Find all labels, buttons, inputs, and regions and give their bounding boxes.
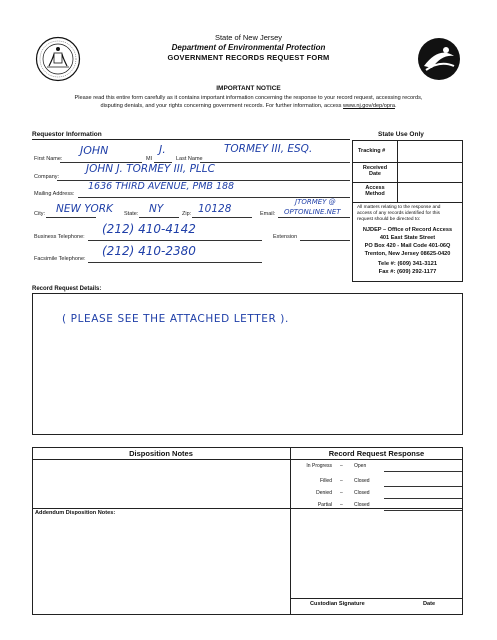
notice-title: IMPORTANT NOTICE xyxy=(216,85,281,92)
city-label: City: xyxy=(34,211,45,217)
office-pobox: PO Box 420 - Mail Code 401-06Q xyxy=(364,243,451,249)
date-label: Date xyxy=(423,601,436,607)
office-telephone: Tele #: (609) 341-3121 xyxy=(377,261,438,267)
state-use-title: State Use Only xyxy=(378,131,424,138)
disposition-divider xyxy=(290,447,291,615)
response-status: Denied xyxy=(316,490,332,496)
response-checkbox[interactable] xyxy=(384,489,462,499)
received-row xyxy=(353,162,462,183)
zip-value[interactable]: 10128 xyxy=(198,203,232,215)
response-checkbox[interactable] xyxy=(384,462,462,472)
company-label: Company: xyxy=(34,174,60,180)
tracking-label-cell xyxy=(353,141,398,162)
details-label: Record Request Details: xyxy=(32,286,102,292)
department-name: Department of Environmental Protection xyxy=(171,43,326,52)
last-name-label: Last Name xyxy=(176,156,203,162)
received-label-1: Received xyxy=(362,165,388,171)
office-fax: Fax #: (609) 292-1177 xyxy=(378,269,437,275)
email-label: Email: xyxy=(260,211,276,217)
disposition-container xyxy=(32,447,463,615)
requestor-section-title: Requestor Information xyxy=(32,131,102,138)
state-name: State of New Jersey xyxy=(214,33,283,42)
state-use-notice-3: request should be directed to: xyxy=(357,217,421,222)
extension-line xyxy=(300,240,350,241)
zip-label: Zip: xyxy=(182,211,192,217)
fax-line xyxy=(88,262,262,263)
business-phone-label: Business Telephone: xyxy=(34,234,85,240)
first-name-label: First Name: xyxy=(34,156,63,162)
state-use-notice-1: All matters relating to the response and xyxy=(357,205,441,210)
signature-rule xyxy=(290,598,463,599)
response-status: Filled xyxy=(320,478,332,484)
last-name-value[interactable]: TORMEY III, ESQ. xyxy=(224,143,313,155)
mi-label: MI xyxy=(146,156,153,162)
state-value[interactable]: NY xyxy=(149,203,164,215)
disposition-notes-title: Disposition Notes xyxy=(129,449,193,458)
response-checkbox[interactable] xyxy=(384,501,462,511)
response-status: In Progress xyxy=(306,463,332,469)
tracking-label: Tracking # xyxy=(358,148,386,154)
access-row xyxy=(353,182,462,203)
response-dash: – xyxy=(340,502,343,508)
response-row xyxy=(290,499,463,511)
tracking-row xyxy=(353,141,462,163)
notice-line-1: Please read this entire form carefully as it contains important information concerning the response to your record request, accessing records, xyxy=(74,95,423,101)
response-rule xyxy=(290,508,463,509)
fax-value[interactable]: (212) 410-2380 xyxy=(102,244,196,258)
office-street: 401 East State Street xyxy=(379,235,436,241)
form-title: GOVERNMENT RECORDS REQUEST FORM xyxy=(167,53,330,62)
office-city: Trenton, New Jersey 08625-0420 xyxy=(364,251,451,257)
business-phone-line xyxy=(88,240,262,241)
addendum-rule xyxy=(32,508,290,509)
response-row xyxy=(290,487,463,499)
access-label-cell xyxy=(353,182,398,202)
first-name-value[interactable]: JOHN xyxy=(80,144,109,157)
dep-logo-icon xyxy=(416,36,462,82)
business-phone-value[interactable]: (212) 410-4142 xyxy=(102,222,196,236)
access-label-1: Access xyxy=(365,185,385,191)
response-row xyxy=(290,475,463,487)
mi-value[interactable]: J. xyxy=(159,143,166,156)
response-title: Record Request Response xyxy=(328,449,425,458)
mailing-address-value[interactable]: 1636 THIRD AVENUE, PMB 188 xyxy=(88,181,235,192)
email-line xyxy=(278,217,350,218)
zip-line xyxy=(192,217,252,218)
office-name: NJDEP – Office of Record Access xyxy=(362,227,453,233)
response-dash: – xyxy=(340,490,343,496)
last-name-line xyxy=(200,162,350,163)
response-result: Closed xyxy=(354,478,370,484)
state-use-notice-2: access of any records identified for this xyxy=(357,211,440,216)
response-dash: – xyxy=(340,463,343,469)
response-status: Partial xyxy=(317,502,332,508)
response-result: Open xyxy=(354,463,367,469)
state-label: State: xyxy=(124,211,139,217)
email-value-line2[interactable]: OPTONLINE.NET xyxy=(284,208,341,216)
custodian-signature-label: Custodian Signature xyxy=(310,601,365,607)
state-line xyxy=(139,217,179,218)
addendum-label: Addendum Disposition Notes: xyxy=(35,510,116,516)
requestor-top-rule xyxy=(32,139,350,140)
city-line xyxy=(46,217,96,218)
details-text[interactable]: ( PLEASE SEE THE ATTACHED LETTER ). xyxy=(62,313,289,325)
response-row xyxy=(290,460,463,472)
access-label-2: Method xyxy=(365,191,385,197)
notice-line-2: disputing denials, and your rights concerning government records. For further information, access www.nj.gov/dep/opra. xyxy=(100,103,397,109)
received-label-2: Date xyxy=(369,171,381,177)
mailing-address-label: Mailing Address: xyxy=(34,191,75,197)
extension-label: Extension xyxy=(273,234,298,240)
response-dash: – xyxy=(340,478,343,484)
opra-link[interactable]: www.nj.gov/dep/opra xyxy=(343,103,395,109)
response-result: Closed xyxy=(354,490,370,496)
email-value-line1[interactable]: JTORMEY @ xyxy=(295,198,336,206)
state-use-box xyxy=(352,140,463,282)
company-value[interactable]: JOHN J. TORMEY III, PLLC xyxy=(86,163,215,175)
fax-label: Facsimile Telephone: xyxy=(34,256,86,262)
city-value[interactable]: NEW YORK xyxy=(56,203,113,215)
response-checkbox[interactable] xyxy=(384,477,462,487)
received-label-cell xyxy=(353,162,398,182)
response-result: Closed xyxy=(354,502,370,508)
